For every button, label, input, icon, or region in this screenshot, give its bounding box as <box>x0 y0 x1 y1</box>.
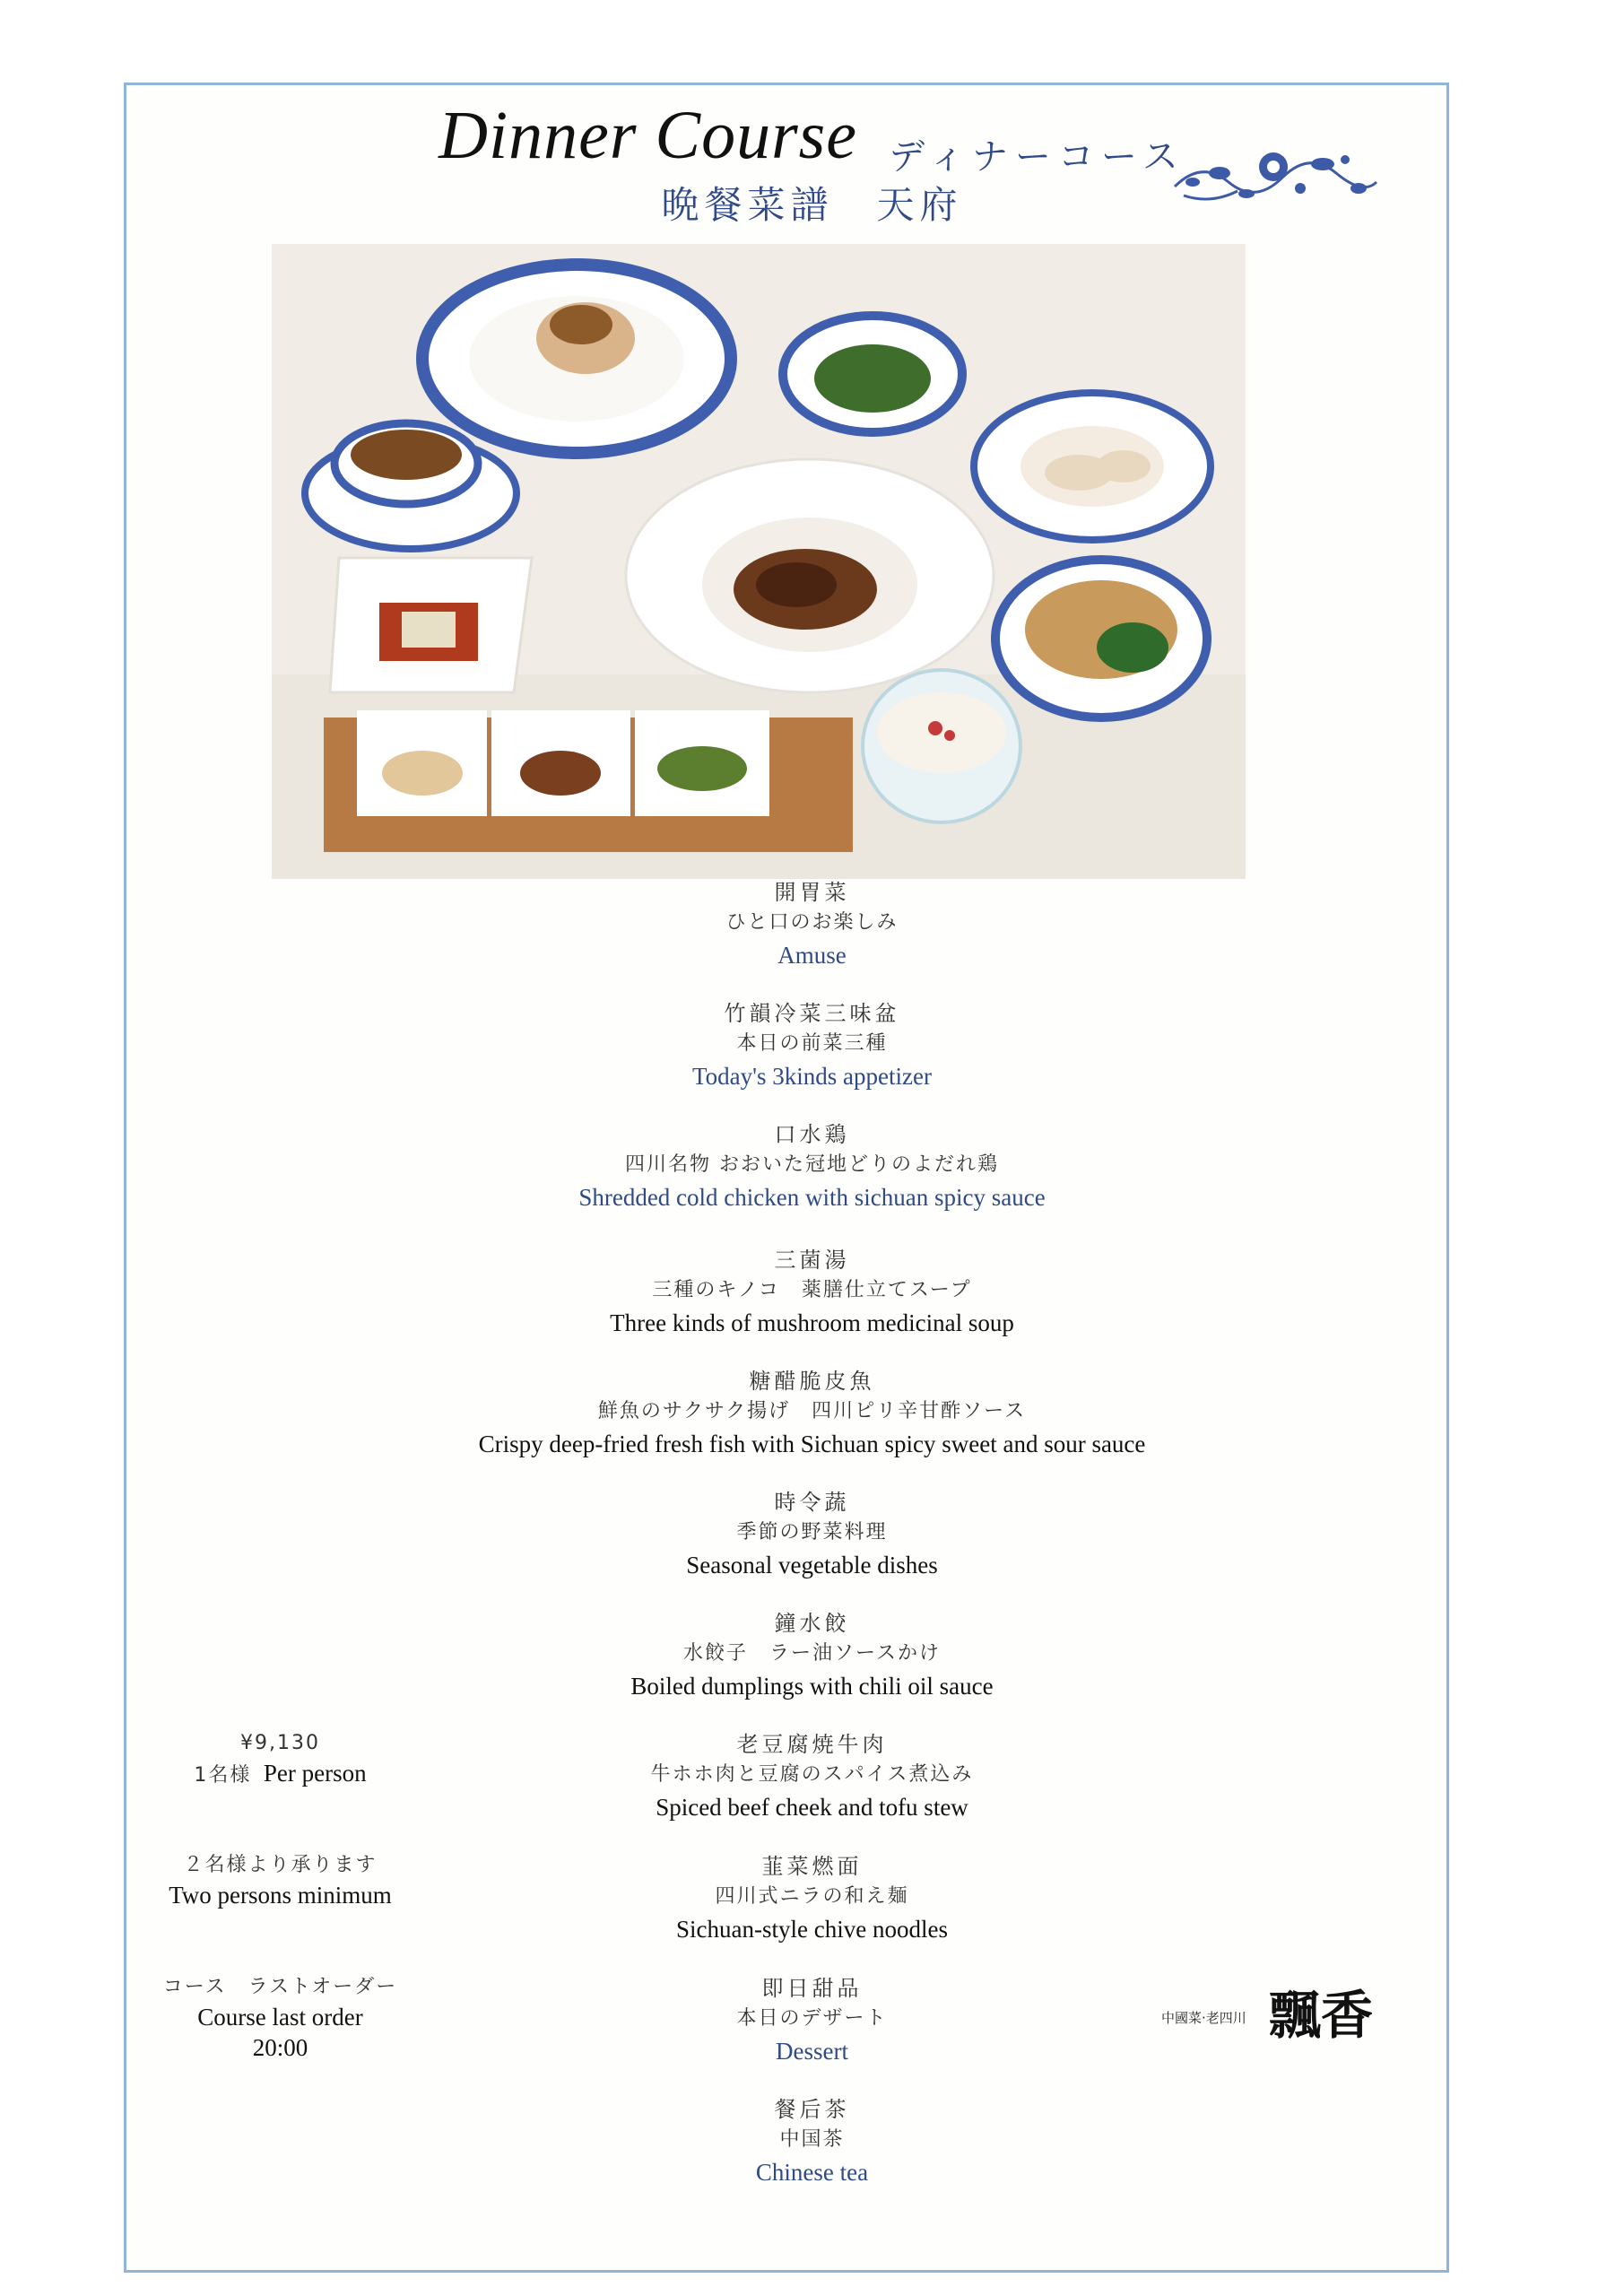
course-english-description: Shredded cold chicken with sichuan spicy sauce <box>578 1184 1046 1211</box>
last-order-en: Course last order <box>197 2004 363 2031</box>
minimum-jp: ２名様より承ります <box>183 1854 378 1876</box>
per-person-jp: 1名様 <box>194 1764 252 1787</box>
course-item <box>0 998 1624 1093</box>
course-item <box>0 1119 1624 1214</box>
price-block <box>135 1729 426 1790</box>
logo-name: 飄香 <box>1269 1985 1374 2046</box>
course-english-description: Amuse <box>777 942 847 969</box>
course-japanese-description: 四川名物 おおいた冠地どりのよだれ鶏 <box>625 1153 999 1176</box>
course-dishes-photo <box>272 244 1246 879</box>
course-item <box>0 877 1624 972</box>
course-chinese-name: 老豆腐焼牛肉 <box>736 1732 888 1757</box>
course-japanese-description: 本日の前菜三種 <box>736 1032 888 1055</box>
last-order-time: 20:00 <box>252 2034 308 2061</box>
course-chinese-name: 三菌湯 <box>774 1248 850 1273</box>
course-japanese-description: ひと口のお楽しみ <box>725 911 899 934</box>
per-person-line <box>135 1758 426 1790</box>
course-chinese-name: 糖醋脆皮魚 <box>749 1369 875 1394</box>
course-chinese-name: 開胃菜 <box>774 880 850 905</box>
course-chinese-name: 口水鶏 <box>774 1122 850 1147</box>
per-person-en: Per person <box>263 1760 367 1787</box>
course-chinese-name: 時令蔬 <box>774 1490 850 1515</box>
course-japanese-description: 四川式ニラの和え麺 <box>715 1885 909 1908</box>
title-english: Dinner Course <box>439 98 857 173</box>
price: ¥9,130 <box>240 1732 320 1754</box>
course-english-description: Seasonal vegetable dishes <box>686 1552 938 1578</box>
course-item <box>0 1487 1624 1582</box>
course-japanese-description: 季節の野菜料理 <box>736 1521 888 1544</box>
course-english-description: Today's 3kinds appetizer <box>692 1063 932 1090</box>
course-chinese-name: 鐘水餃 <box>774 1611 850 1636</box>
course-chinese-name: 韮菜燃面 <box>761 1854 863 1879</box>
course-english-description: Crispy deep-fried fresh fish with Sichuan spicy sweet and sour sauce <box>478 1431 1146 1457</box>
course-item <box>0 1608 1624 1703</box>
course-japanese-description: 牛ホホ肉と豆腐のスパイス煮込み <box>650 1763 974 1786</box>
course-chinese-name: 竹韻冷菜三味盆 <box>724 1001 900 1026</box>
course-japanese-description: 中国茶 <box>779 2128 845 2151</box>
course-english-description: Three kinds of mushroom medicinal soup <box>610 1309 1014 1336</box>
course-japanese-description: 水餃子 ラー油ソースかけ <box>683 1642 941 1665</box>
logo-small-text: 中國菜·老四川 <box>1161 2010 1246 2026</box>
course-chinese-name: 餐后茶 <box>774 2097 850 2122</box>
last-order-block <box>135 1973 426 2063</box>
course-chinese-name: 即日甜品 <box>761 1976 863 2001</box>
last-order-jp: コース ラストオーダー <box>162 1976 398 1998</box>
title-japanese: ディナーコース <box>889 136 1185 178</box>
course-item <box>0 1366 1624 1461</box>
course-japanese-description: 三種のキノコ 薬膳仕立てスープ <box>652 1279 972 1301</box>
minimum-en: Two persons minimum <box>169 1882 392 1909</box>
course-japanese-description: 本日のデザート <box>736 2007 888 2030</box>
subtitle: 晩餐菜譜 天府 <box>661 183 963 227</box>
course-english-description: Sichuan-style chive noodles <box>676 1916 948 1943</box>
course-english-description: Boiled dumplings with chili oil sauce <box>630 1673 994 1700</box>
minimum-block <box>135 1851 426 1910</box>
course-item <box>0 1245 1624 1340</box>
course-japanese-description: 鮮魚のサクサク揚げ 四川ピリ辛甘酢ソース <box>597 1400 1027 1422</box>
restaurant-logo <box>1161 1978 1385 2049</box>
course-item <box>0 2094 1624 2189</box>
course-english-description: Dessert <box>776 2038 848 2065</box>
course-english-description: Spiced beef cheek and tofu stew <box>656 1794 968 1821</box>
course-english-description: Chinese tea <box>755 2159 869 2186</box>
